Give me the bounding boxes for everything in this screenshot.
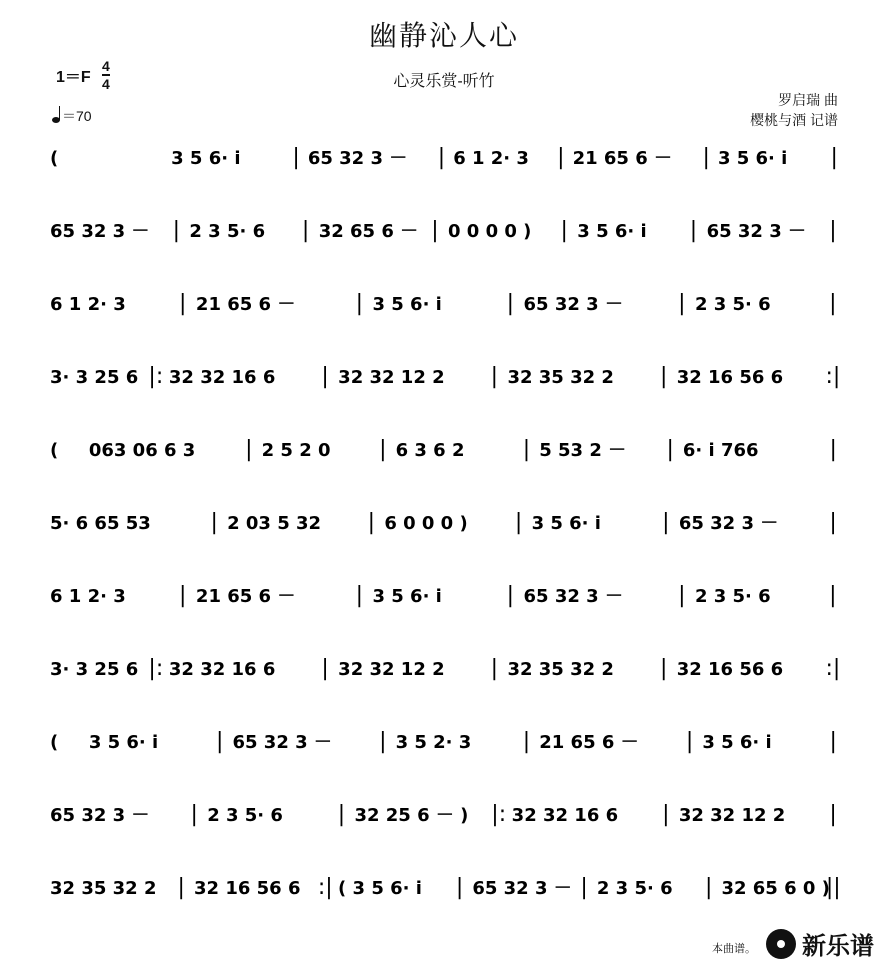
measure-notes: ( xyxy=(50,148,59,169)
barline: | xyxy=(829,802,837,827)
measure-notes: 32 32 16 6 xyxy=(168,367,276,388)
measure-notes: 32 32 16 6 xyxy=(168,659,276,680)
measure-notes: 5· 6 65 53 xyxy=(50,513,151,534)
barline: |: xyxy=(148,656,164,681)
barline: | xyxy=(829,583,837,608)
barline: | xyxy=(490,364,499,389)
barline: | xyxy=(431,218,439,243)
measure-notes: 3 5 6· i xyxy=(372,294,442,315)
measure-notes: 3 5 6· i xyxy=(702,732,772,753)
key-signature: 1＝F xyxy=(56,69,91,86)
barline: | xyxy=(659,364,668,389)
time-signature-bottom: 4 xyxy=(102,76,110,92)
barline: | xyxy=(514,510,523,535)
measure-notes: 32 16 56 6 xyxy=(676,367,784,388)
measure-notes: 3 5 6· i xyxy=(372,586,442,607)
barline: | xyxy=(292,145,300,170)
measure-notes: 32 35 32 2 xyxy=(507,659,614,680)
barline: | xyxy=(321,364,329,389)
measure-notes: ( 3 5 6· i xyxy=(338,878,422,899)
measure-notes: 6 0 0 0 ) xyxy=(384,513,468,534)
measure-notes: 32 35 32 2 xyxy=(507,367,614,388)
measure-notes: ( xyxy=(50,440,59,461)
barline: | xyxy=(678,583,686,608)
barline: | xyxy=(560,218,568,243)
measure-notes: 2 3 5· 6 xyxy=(189,221,266,242)
measure-notes: 32 32 12 2 xyxy=(338,367,445,388)
barline: | xyxy=(245,437,253,462)
barline: | xyxy=(678,291,686,316)
barline: | xyxy=(367,510,376,535)
barline: | xyxy=(662,510,670,535)
barline: | xyxy=(662,802,670,827)
measure-notes: 65 32 3 － xyxy=(472,878,572,899)
barline: :| xyxy=(825,656,841,681)
measure-notes: 2 3 5· 6 xyxy=(694,586,771,607)
barline: | xyxy=(829,729,837,754)
measure-notes: 3 5 6· i xyxy=(717,148,788,169)
measure-notes: 32 65 6 － xyxy=(318,221,419,242)
barline: | xyxy=(506,583,515,608)
score-subtitle: 心灵乐赏-听竹 xyxy=(393,73,495,90)
barline: | xyxy=(522,729,531,754)
measure-notes: 2 3 5· 6 xyxy=(596,878,673,899)
measure-notes: 5 53 2 － xyxy=(539,440,627,461)
measure-notes: 3 5 6· i xyxy=(531,513,601,534)
measure-notes: 65 32 3 － xyxy=(523,586,623,607)
barline: :| xyxy=(317,875,333,900)
measure-notes: 21 65 6 － xyxy=(195,294,296,315)
measure-notes: 32 32 12 2 xyxy=(678,805,786,826)
barline: | xyxy=(437,145,446,170)
barline: || xyxy=(825,875,841,900)
barline: |: xyxy=(148,364,164,389)
measure-notes: 65 32 3 － xyxy=(50,221,150,242)
measure-notes: 3· 3 25 6 xyxy=(50,367,139,388)
measure-notes: 3 5 2· 3 xyxy=(395,732,472,753)
barline: | xyxy=(216,729,224,754)
barline: | xyxy=(702,145,710,170)
brand-name: 新乐谱 xyxy=(802,932,874,960)
vinyl-disc-icon xyxy=(766,929,796,959)
barline: | xyxy=(689,218,698,243)
measure-notes: 6· i 766 xyxy=(682,440,759,461)
barline: | xyxy=(829,510,837,535)
measure-notes: 3 5 6· i xyxy=(88,732,159,753)
measure-notes: 32 32 12 2 xyxy=(338,659,445,680)
measure-notes: 2 3 5· 6 xyxy=(694,294,771,315)
brand-logo xyxy=(766,926,874,961)
measure-notes: 2 03 5 32 xyxy=(227,513,322,534)
barline: | xyxy=(580,875,588,900)
barline: | xyxy=(190,802,198,827)
barline: | xyxy=(179,583,187,608)
measure-notes: 65 32 3 － xyxy=(706,221,807,242)
barline: | xyxy=(659,656,668,681)
barline: | xyxy=(830,145,838,170)
measure-notes: 65 32 3 － xyxy=(50,805,150,826)
barline: | xyxy=(355,291,364,316)
barline: | xyxy=(506,291,515,316)
measure-notes: 2 3 5· 6 xyxy=(207,805,283,826)
barline: | xyxy=(210,510,218,535)
barline: | xyxy=(557,145,565,170)
measure-notes: 65 32 3 － xyxy=(678,513,779,534)
barline: | xyxy=(522,437,531,462)
barline: | xyxy=(355,583,364,608)
measure-notes: 3· 3 25 6 xyxy=(50,659,139,680)
composer-credit: 罗启瑞 曲 xyxy=(778,92,838,108)
barline: | xyxy=(666,437,674,462)
measure-notes: 32 32 16 6 xyxy=(511,805,619,826)
measure-notes: 6 1 2· 3 xyxy=(50,586,126,607)
barline: | xyxy=(829,437,837,462)
barline: | xyxy=(172,218,181,243)
measure-notes: 063 06 6 3 xyxy=(88,440,196,461)
barline: | xyxy=(455,875,464,900)
measure-notes: 32 25 6 － ) xyxy=(354,805,469,826)
measure-notes: 32 65 6 0 ) xyxy=(721,878,830,899)
barline: |: xyxy=(491,802,507,827)
barline: | xyxy=(321,656,329,681)
measure-notes: 65 32 3 － xyxy=(523,294,623,315)
barline: | xyxy=(829,291,837,316)
measure-notes: 6 3 6 2 xyxy=(395,440,465,461)
barline: :| xyxy=(825,364,841,389)
tempo-value: ＝70 xyxy=(62,108,92,124)
measure-notes: 21 65 6 － xyxy=(539,732,639,753)
barline: | xyxy=(379,437,387,462)
measure-notes: 3 5 6· i xyxy=(171,148,241,169)
barline: | xyxy=(379,729,387,754)
barline: | xyxy=(685,729,694,754)
barline: | xyxy=(490,656,499,681)
barline: | xyxy=(179,291,187,316)
score-title: 幽静沁人心 xyxy=(368,19,519,52)
barline: | xyxy=(704,875,713,900)
barline: | xyxy=(177,875,185,900)
barline: | xyxy=(301,218,310,243)
barline: | xyxy=(829,218,837,243)
barline: | xyxy=(337,802,346,827)
measure-notes: 21 65 6 － xyxy=(195,586,296,607)
measure-notes: 0 0 0 0 ) xyxy=(448,221,532,242)
measure-notes: ( xyxy=(50,732,59,753)
measure-notes: 32 35 32 2 xyxy=(50,878,157,899)
measure-notes: 32 16 56 6 xyxy=(676,659,784,680)
measure-notes: 65 32 3 － xyxy=(232,732,332,753)
measure-notes: 3 5 6· i xyxy=(577,221,647,242)
measure-notes: 21 65 6 － xyxy=(572,148,673,169)
measure-notes: 65 32 3 － xyxy=(307,148,408,169)
measure-notes: 6 1 2· 3 xyxy=(50,294,126,315)
transcriber-credit: 樱桃与酒 记谱 xyxy=(750,112,838,128)
measure-notes: 6 1 2· 3 xyxy=(453,148,529,169)
time-signature-top: 4 xyxy=(102,58,110,74)
footer-note: 本曲谱。 xyxy=(712,943,756,955)
measure-notes: 32 16 56 6 xyxy=(194,878,301,899)
measure-notes: 2 5 2 0 xyxy=(261,440,331,461)
